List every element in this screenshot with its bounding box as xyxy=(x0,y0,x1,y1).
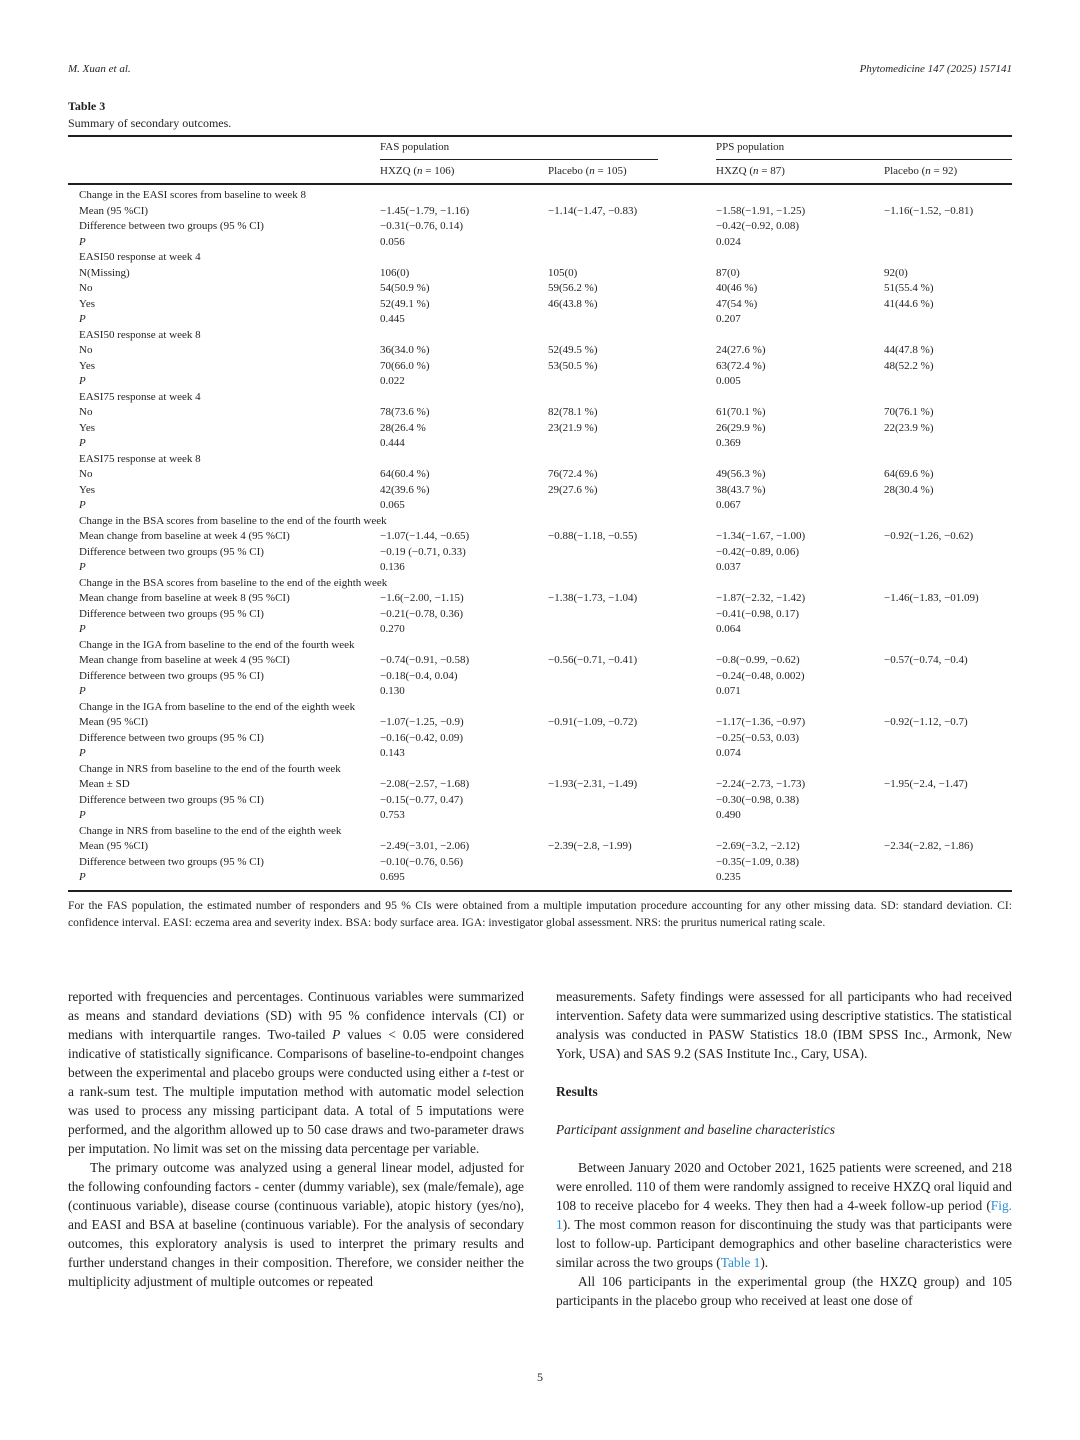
table-row xyxy=(0,855,1080,871)
table-cell: 44(47.8 %) xyxy=(884,344,934,356)
table-cell: 61(70.1 %) xyxy=(716,406,766,418)
table-cell: 0.130 xyxy=(380,685,405,697)
table-row xyxy=(0,777,1080,793)
table-row xyxy=(0,359,1080,375)
table-cell: 22(23.9 %) xyxy=(884,421,934,434)
row-label: Difference between two groups (95 % CI) xyxy=(79,669,264,682)
row-section-label: Change in the BSA scores from baseline to the end of the eighth week xyxy=(79,576,388,589)
table-cell: 0.064 xyxy=(716,623,741,635)
table-cell: −0.8(−0.99, −0.62) xyxy=(716,654,800,666)
table-cell: −0.16(−0.42, 0.09) xyxy=(380,731,463,744)
table-cell: −0.31(−0.76, 0.14) xyxy=(380,220,463,232)
table-cell: 0.074 xyxy=(716,747,741,759)
body-column-left xyxy=(68,987,524,1291)
table-cell: 70(76.1 %) xyxy=(884,406,934,418)
table-row xyxy=(0,343,1080,359)
table-cell: 0.136 xyxy=(380,561,405,573)
table-cell: −0.24(−0.48, 0.002) xyxy=(716,669,805,682)
column-n-label: n xyxy=(589,165,595,177)
table-cell: 59(56.2 %) xyxy=(548,282,598,294)
table-section-row xyxy=(0,188,1080,204)
row-label: P xyxy=(79,561,86,573)
table-section-row xyxy=(0,824,1080,840)
table-cell: −1.93(−2.31, −1.49) xyxy=(548,778,638,790)
row-label: P xyxy=(79,313,86,325)
text-run-italic: P xyxy=(332,1027,341,1042)
table-section-row xyxy=(0,576,1080,592)
table-p-row xyxy=(0,746,1080,762)
figure-link[interactable]: Fig. 1 xyxy=(556,1198,1012,1232)
table-cell: −2.08(−2.57, −1.68) xyxy=(380,778,470,790)
table-cell: 0.445 xyxy=(380,313,405,325)
table-p-row xyxy=(0,870,1080,886)
table-row xyxy=(0,653,1080,669)
row-section-label: EASI75 response at week 8 xyxy=(79,452,201,465)
row-label: Difference between two groups (95 % CI) xyxy=(79,220,264,232)
table-cell: 24(27.6 %) xyxy=(716,344,766,356)
table-cell: −0.41(−0.98, 0.17) xyxy=(716,607,799,620)
row-label: Mean change from baseline at week 4 (95 %CI) xyxy=(79,654,290,666)
row-label: P xyxy=(79,235,86,248)
table-bottom-rule xyxy=(68,890,1012,892)
table-cell: −0.92(−1.12, −0.7) xyxy=(884,716,968,728)
table-row xyxy=(0,281,1080,297)
table-cell: −0.19 (−0.71, 0.33) xyxy=(380,545,466,558)
subsection-heading: Participant assignment and baseline characteristics xyxy=(556,1122,835,1137)
table-cell: 0.067 xyxy=(716,499,741,511)
row-label: P xyxy=(79,499,86,511)
table-p-row xyxy=(0,436,1080,452)
table-cell: −1.46(−1.83, −01.09) xyxy=(884,592,979,604)
table-cell: 36(34.0 %) xyxy=(380,344,430,356)
column-n-label: n xyxy=(752,165,759,177)
table-row xyxy=(0,297,1080,313)
paragraph: The primary outcome was analyzed using a general linear model, adjusted for the following confounding factors - center (dummy variable), sex (male/female), age (continuous variable), disease course (continuous variable), atopic history (yes/no), and EASI and BSA at baseline (continuous variable). For the analysis of secondary outcomes, this exploratory analysis is used to interpret the primary results and further understand changes in their composition. Therefore, we consider neither the multiplicity adjustment of multiple outcomes or repeated xyxy=(68,1160,524,1289)
table-section-row xyxy=(0,700,1080,716)
column-n-value: = 106 xyxy=(425,165,451,177)
table-cell: −0.57(−0.74, −0.4) xyxy=(884,654,968,666)
table-cell: −0.25(−0.53, 0.03) xyxy=(716,731,799,744)
table-cell: 49(56.3 %) xyxy=(716,468,766,480)
table-body xyxy=(0,188,1080,886)
paragraph: All 106 participants in the experimental group (the HXZQ group) and 105 participants in the placebo group who received at least one dose of xyxy=(556,1274,1012,1308)
table-cell: 64(69.6 %) xyxy=(884,468,934,480)
row-label: Mean (95 %CI) xyxy=(79,716,149,728)
table-cell: −1.34(−1.67, −1.00) xyxy=(716,530,806,542)
table-row xyxy=(0,731,1080,747)
table-cell: 0.207 xyxy=(716,313,741,325)
table-p-row xyxy=(0,560,1080,576)
table-cell: 105(0) xyxy=(548,266,578,279)
row-label: Mean (95 %CI) xyxy=(79,204,149,217)
row-section-label: Change in NRS from baseline to the end of the fourth week xyxy=(79,762,341,775)
table-cell: −1.16(−1.52, −0.81) xyxy=(884,204,974,217)
row-label: No xyxy=(79,344,93,356)
column-n-value: = 92 xyxy=(933,165,954,177)
table-cell: −0.92(−1.26, −0.62) xyxy=(884,530,974,542)
fas-group-rule xyxy=(380,159,658,160)
table-row xyxy=(0,591,1080,607)
table-cell: −0.42(−0.92, 0.08) xyxy=(716,220,799,232)
table-cell: 0.235 xyxy=(716,871,741,883)
column-arm: HXZQ xyxy=(716,165,747,177)
row-label: No xyxy=(79,282,93,294)
table-row xyxy=(0,467,1080,483)
table-section-row xyxy=(0,514,1080,530)
table-cell: 0.444 xyxy=(380,437,405,449)
table-footnote: For the FAS population, the estimated number of responders and 95 % CIs were obtained from a multiple imputation procedure accounting for any other missing data. SD: standard deviation. CI: confidence interval. EASI: eczema area and severity index. BSA: body surface area. IGA: investigator global assessment. NRS: the pruritus numerical rating scale. xyxy=(68,899,1012,929)
row-section-label: Change in the EASI scores from baseline to week 8 xyxy=(79,189,306,201)
pps-group-rule xyxy=(716,159,1012,160)
paragraph xyxy=(68,987,524,1158)
table-row xyxy=(0,421,1080,437)
column-arm: Placebo xyxy=(548,165,583,177)
table-cell: 53(50.5 %) xyxy=(548,359,598,372)
table-cell: 0.056 xyxy=(380,235,405,248)
row-label: P xyxy=(79,685,86,697)
table-cell: 28(30.4 %) xyxy=(884,483,934,496)
table-row xyxy=(0,793,1080,809)
table-link[interactable]: Table 1 xyxy=(720,1255,761,1270)
table-cell: 0.071 xyxy=(716,685,741,697)
row-label: Mean change from baseline at week 8 (95 %CI) xyxy=(79,592,290,604)
row-label: Difference between two groups (95 % CI) xyxy=(79,793,264,806)
table-top-rule xyxy=(68,135,1012,137)
table-cell: 23(21.9 %) xyxy=(548,421,598,434)
table-cell: 48(52.2 %) xyxy=(884,359,934,372)
row-section-label: Change in NRS from baseline to the end of the eighth week xyxy=(79,824,342,837)
table-cell: −2.69(−3.2, −2.12) xyxy=(716,840,800,852)
table-section-row xyxy=(0,328,1080,344)
table-cell: −0.74(−0.91, −0.58) xyxy=(380,654,470,666)
table-cell: 106(0) xyxy=(380,266,410,279)
table-p-row xyxy=(0,622,1080,638)
table-cell: 29(27.6 %) xyxy=(548,483,598,496)
table-p-row xyxy=(0,808,1080,824)
row-section-label: Change in the BSA scores from baseline to the end of the fourth week xyxy=(79,514,387,527)
column-header-fas-hxzq: HXZQ (n = 106) xyxy=(380,165,455,177)
column-n-label: n xyxy=(416,165,423,177)
row-label: N(Missing) xyxy=(79,266,130,279)
table-cell: 42(39.6 %) xyxy=(380,483,430,496)
paragraph xyxy=(556,1158,1012,1272)
table-cell: 64(60.4 %) xyxy=(380,468,430,480)
table-cell: 0.270 xyxy=(380,623,405,635)
row-label: Mean change from baseline at week 4 (95 %CI) xyxy=(79,530,290,542)
table-cell: 0.143 xyxy=(380,747,405,759)
row-label: Mean (95 %CI) xyxy=(79,840,149,852)
table-cell: 0.369 xyxy=(716,437,741,449)
paragraph: measurements. Safety findings were assessed for all participants who had received intervention. Safety data were summarized using descriptive statistics. The statistical analysis was conducted in PASW Statistics 18.0 (IBM SPSS Inc., Armonk, New York, USA) and SAS 9.2 (SAS Institute Inc., Cary, USA). xyxy=(556,989,1012,1061)
table-cell: −1.58(−1.91, −1.25) xyxy=(716,204,806,217)
table-section-row xyxy=(0,250,1080,266)
row-label: No xyxy=(79,406,93,418)
table-p-row xyxy=(0,374,1080,390)
table-cell: −0.35(−1.09, 0.38) xyxy=(716,855,799,868)
table-cell: 46(43.8 %) xyxy=(548,297,598,310)
table-cell: −0.21(−0.78, 0.36) xyxy=(380,607,463,620)
column-arm: Placebo xyxy=(884,165,919,177)
table-cell: 63(72.4 %) xyxy=(716,359,766,372)
table-cell: 87(0) xyxy=(716,266,740,279)
table-cell: 0.037 xyxy=(716,561,741,573)
row-section-label: EASI50 response at week 4 xyxy=(79,251,201,263)
table-p-row xyxy=(0,684,1080,700)
text-run-italic: t xyxy=(482,1065,487,1080)
table-cell: 52(49.1 %) xyxy=(380,297,430,310)
table-cell: −0.42(−0.89, 0.06) xyxy=(716,545,799,558)
table-row xyxy=(0,607,1080,623)
table-cell: 76(72.4 %) xyxy=(548,468,598,480)
column-n-value: = 105 xyxy=(597,165,623,177)
text-run: values < 0.05 were considered indicative of statistically significance. Comparisons of baseline-to-endpoint changes between the experimental and placebo groups were conducted using either a xyxy=(68,1027,524,1080)
table-cell: −0.56(−0.71, −0.41) xyxy=(548,654,638,666)
table-cell: −1.14(−1.47, −0.83) xyxy=(548,204,638,217)
row-label: Difference between two groups (95 % CI) xyxy=(79,731,264,744)
table-cell: 0.065 xyxy=(380,499,405,511)
table-row xyxy=(0,545,1080,561)
table-cell: 51(55.4 %) xyxy=(884,282,934,294)
table-cell: −2.49(−3.01, −2.06) xyxy=(380,840,470,852)
table-cell: −0.10(−0.76, 0.56) xyxy=(380,855,463,868)
row-label: Difference between two groups (95 % CI) xyxy=(79,855,264,868)
table-p-row xyxy=(0,498,1080,514)
table-row xyxy=(0,839,1080,855)
row-label: Yes xyxy=(79,421,96,434)
column-header-pps-placebo: Placebo (n = 92) xyxy=(884,165,958,177)
row-label: P xyxy=(79,623,86,635)
row-label: Difference between two groups (95 % CI) xyxy=(79,607,264,620)
table-row xyxy=(0,405,1080,421)
row-label: Yes xyxy=(79,483,96,496)
table-row xyxy=(0,204,1080,220)
table-cell: −0.30(−0.98, 0.38) xyxy=(716,793,799,806)
running-head-authors: M. Xuan et al. xyxy=(68,63,131,75)
table-cell: −1.07(−1.44, −0.65) xyxy=(380,530,470,542)
table-cell: −2.34(−2.82, −1.86) xyxy=(884,840,974,852)
running-head-journal: Phytomedicine 147 (2025) 157141 xyxy=(859,63,1012,75)
section-heading-results: Results xyxy=(556,1084,598,1099)
column-header-pps-hxzq: HXZQ (n = 87) xyxy=(716,165,785,177)
row-label: Yes xyxy=(79,297,96,310)
group-header-fas: FAS population xyxy=(380,141,450,153)
body-column-right xyxy=(556,987,1012,1310)
table-label: Table 3 xyxy=(68,99,106,113)
table-section-row xyxy=(0,638,1080,654)
table-cell: 0.005 xyxy=(716,375,741,387)
text-run: reported with frequencies and percentages. Continuous variables were summarized as means and standard deviations (SD) with 95 % confidence intervals (CI) or medians with interquartile ranges. Two-tailed xyxy=(68,989,524,1042)
table-cell: 0.490 xyxy=(716,809,741,821)
table-cell: 47(54 %) xyxy=(716,297,758,310)
row-section-label: EASI75 response at week 4 xyxy=(79,390,201,403)
row-label: P xyxy=(79,871,86,883)
table-cell: 28(26.4 % xyxy=(380,421,426,434)
table-cell: −0.15(−0.77, 0.47) xyxy=(380,793,463,806)
table-caption: Summary of secondary outcomes. xyxy=(68,116,232,130)
table-cell: −0.91(−1.09, −0.72) xyxy=(548,716,638,728)
table-cell: −1.95(−2.4, −1.47) xyxy=(884,778,968,790)
table-cell: −1.6(−2.00, −1.15) xyxy=(380,592,464,604)
column-n-value: = 87 xyxy=(761,165,782,177)
text-run: -test or a rank-sum test. The multiple imputation method with automatic model selection was used to process any missing participant data. A total of 5 imputations were performed, and the algorithm allowed up to 50 case draws and two-parameter draws per imputation. No limit was set on the missing data percentage per variable. xyxy=(68,1065,524,1156)
row-section-label: Change in the IGA from baseline to the end of the eighth week xyxy=(79,700,356,713)
text-run: Between January 2020 and October 2021, 1625 patients were screened, and 218 were enrolled. 110 of them were randomly assigned to receive HXZQ oral liquid and 108 to receive placebo for 4 weeks. They then had a 4-week follow-up period ( xyxy=(556,1160,1012,1213)
text-run: ). xyxy=(760,1255,769,1270)
table-cell: 82(78.1 %) xyxy=(548,406,598,418)
row-label: P xyxy=(79,437,86,449)
table-section-row xyxy=(0,390,1080,406)
row-label: Yes xyxy=(79,359,96,372)
table-cell: 70(66.0 %) xyxy=(380,359,430,372)
page-number: 5 xyxy=(537,1370,543,1384)
table-cell: −1.07(−1.25, −0.9) xyxy=(380,716,464,728)
table-section-row xyxy=(0,762,1080,778)
table-cell: 54(50.9 %) xyxy=(380,282,430,294)
text-run: ). The most common reason for discontinuing the study was that participants were lost to follow-up. Participant demographics and other baseline characteristics were similar across the two groups ( xyxy=(556,1217,1012,1270)
table-cell: 38(43.7 %) xyxy=(716,483,766,496)
table-cell: −1.45(−1.79, −1.16) xyxy=(380,204,470,217)
table-cell: 52(49.5 %) xyxy=(548,344,598,356)
row-label: No xyxy=(79,468,93,480)
row-section-label: Change in the IGA from baseline to the end of the fourth week xyxy=(79,638,355,651)
table-row xyxy=(0,266,1080,282)
table-row xyxy=(0,669,1080,685)
column-header-fas-placebo: Placebo (n = 105) xyxy=(548,165,627,177)
row-label: P xyxy=(79,809,86,821)
table-cell: 78(73.6 %) xyxy=(380,406,430,418)
table-cell: −2.24(−2.73, −1.73) xyxy=(716,778,806,790)
table-p-row xyxy=(0,235,1080,251)
table-cell: −0.88(−1.18, −0.55) xyxy=(548,530,638,542)
table-cell: −1.38(−1.73, −1.04) xyxy=(548,592,638,604)
row-label: Mean ± SD xyxy=(79,778,130,790)
table-cell: −2.39(−2.8, −1.99) xyxy=(548,840,632,852)
table-cell: 0.695 xyxy=(380,871,405,883)
table-header-rule xyxy=(68,183,1012,185)
row-label: P xyxy=(79,375,86,387)
table-p-row xyxy=(0,312,1080,328)
table-row xyxy=(0,529,1080,545)
table-cell: −0.18(−0.4, 0.04) xyxy=(380,669,458,682)
table-cell: −1.17(−1.36, −0.97) xyxy=(716,716,806,728)
table-cell: 92(0) xyxy=(884,266,908,279)
table-cell: 0.753 xyxy=(380,809,405,821)
row-label: P xyxy=(79,747,86,759)
column-n-label: n xyxy=(925,165,931,177)
table-row xyxy=(0,715,1080,731)
table-cell: 0.022 xyxy=(380,375,405,387)
table-cell: 0.024 xyxy=(716,235,741,248)
table-row xyxy=(0,483,1080,499)
group-header-pps: PPS population xyxy=(716,141,785,153)
table-section-row xyxy=(0,452,1080,468)
table-row xyxy=(0,219,1080,235)
row-section-label: EASI50 response at week 8 xyxy=(79,328,201,341)
table-cell: 41(44.6 %) xyxy=(884,297,934,310)
column-arm: HXZQ xyxy=(380,165,411,177)
table-cell: 26(29.9 %) xyxy=(716,421,766,434)
row-label: Difference between two groups (95 % CI) xyxy=(79,545,264,558)
table-cell: 40(46 %) xyxy=(716,282,758,294)
table-cell: −1.87(−2.32, −1.42) xyxy=(716,592,806,604)
